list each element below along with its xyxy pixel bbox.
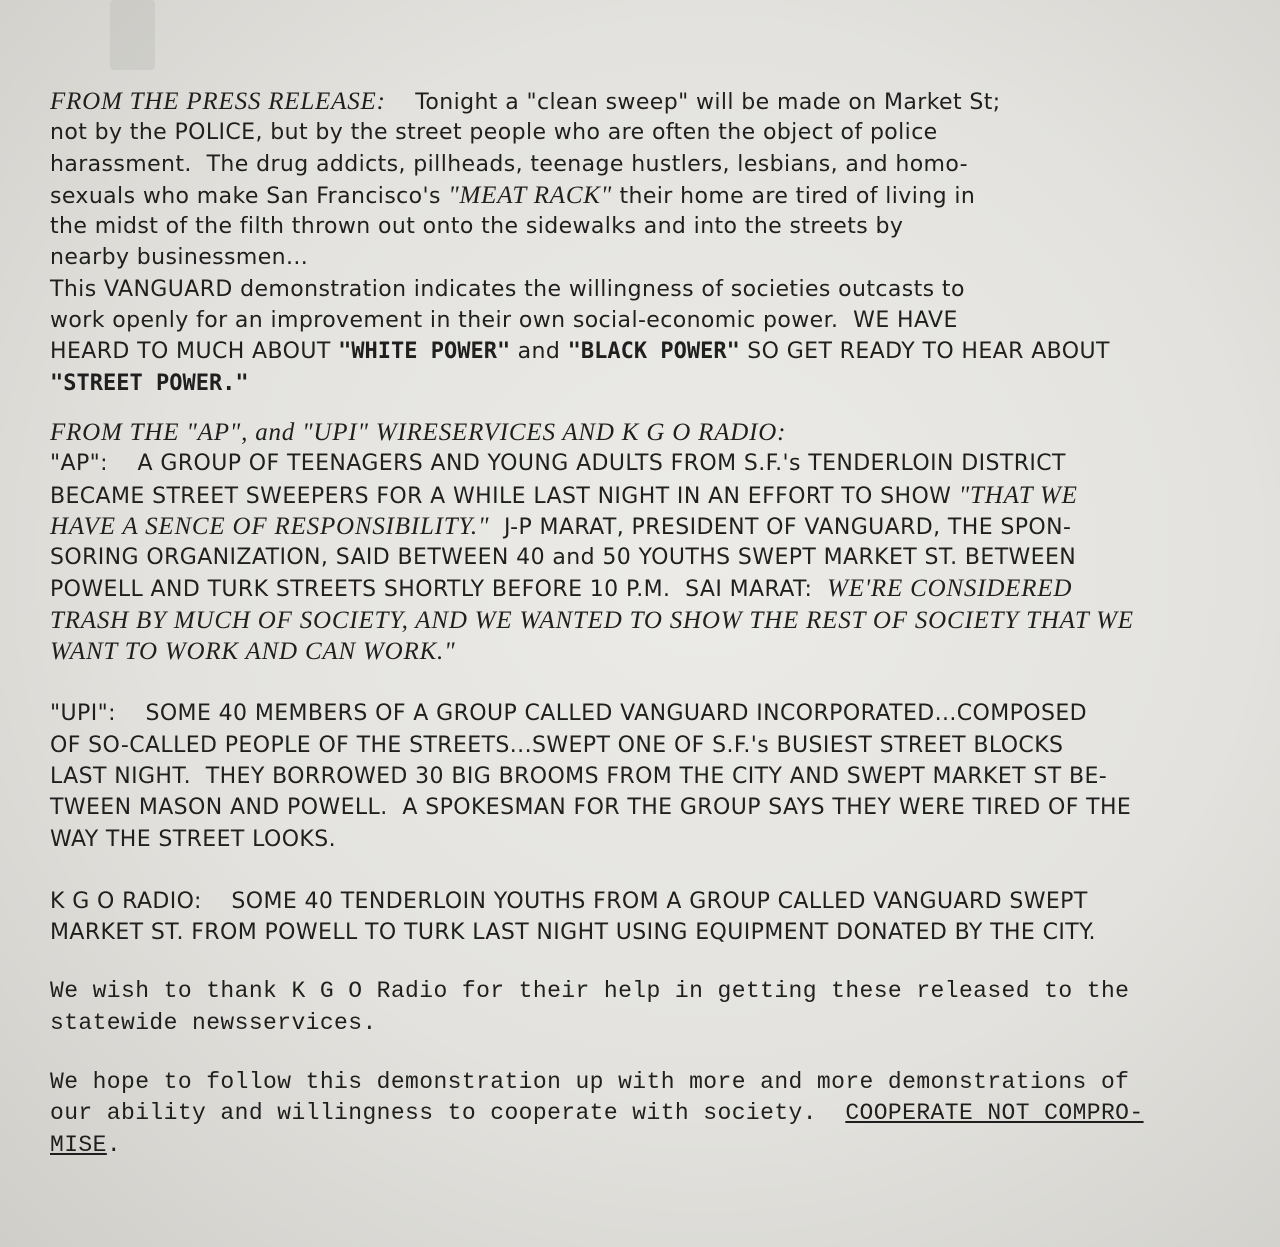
ap-line-1: "AP": A GROUP OF TEENAGERS AND YOUNG ADULTS FROM S.F.'s TENDERLOIN DISTRICT	[50, 451, 1066, 477]
ap-line-6: TRASH BY MUCH OF SOCIETY, AND WE WANTED TO SHOW THE REST OF SOCIETY THAT WE	[50, 606, 1134, 634]
thanks-line-2: statewide newsservices.	[50, 1009, 377, 1036]
upi-line-5: WAY THE STREET LOOKS.	[50, 826, 337, 852]
press-release-section	[50, 86, 1260, 399]
upi-line-1: "UPI": SOME 40 MEMBERS OF A GROUP CALLED VANGUARD INCORPORATED...COMPOSED	[50, 701, 1088, 727]
press-release-line-4: sexuals who make San Francisco's "MEAT RACK" their home are tired of living in	[50, 181, 976, 209]
press-release-line-10: "STREET POWER."	[50, 370, 249, 396]
slogan-underlined: COOPERATE NOT COMPRO-	[845, 1100, 1144, 1127]
wire-services-heading: FROM THE "AP", and "UPI" WIRESERVICES AND K G O RADIO:	[50, 418, 787, 446]
press-release-line-8: work openly for an improvement in their own social-economic power. WE HAVE	[50, 308, 958, 334]
spacer	[50, 399, 1260, 417]
press-release-line-3: harassment. The drug addicts, pillheads, teenage hustlers, lesbians, and homo-	[50, 151, 968, 177]
press-release-line-1: FROM THE PRESS RELEASE: Tonight a "clean sweep" will be made on Market St;	[50, 88, 1001, 115]
press-release-line-9: HEARD TO MUCH ABOUT "WHITE POWER" and "BLACK POWER" SO GET READY TO HEAR ABOUT	[50, 339, 1110, 365]
upi-line-2: OF SO-CALLED PEOPLE OF THE STREETS...SWEPT ONE OF S.F.'s BUSIEST STREET BLOCKS	[50, 732, 1064, 758]
ap-line-3: HAVE A SENCE OF RESPONSIBILITY." J-P MARAT, PRESIDENT OF VANGUARD, THE SPON-	[50, 512, 1072, 540]
thanks-line-1: We wish to thank K G O Radio for their help in getting these released to the	[50, 978, 1130, 1005]
press-release-line-5: the midst of the filth thrown out onto the sidewalks and into the streets by	[50, 214, 904, 240]
ap-line-4: SORING ORGANIZATION, SAID BETWEEN 40 and 50 YOUTHS SWEPT MARKET ST. BETWEEN	[50, 545, 1077, 571]
press-release-heading: FROM THE PRESS RELEASE:	[50, 88, 386, 115]
upi-line-4: TWEEN MASON AND POWELL. A SPOKESMAN FOR THE GROUP SAYS THEY WERE TIRED OF THE	[50, 795, 1132, 821]
closing-line-2: our ability and willingness to cooperate with society. COOPERATE NOT COMPRO-	[50, 1100, 1144, 1127]
upi-line-3: LAST NIGHT. THEY BORROWED 30 BIG BROOMS FROM THE CITY AND SWEPT MARKET ST BE-	[50, 763, 1108, 789]
closing-section	[50, 1067, 1260, 1161]
kgo-line-1: K G O RADIO: SOME 40 TENDERLOIN YOUTHS FROM A GROUP CALLED VANGUARD SWEPT	[50, 888, 1088, 914]
closing-line-3: MISE.	[50, 1131, 122, 1158]
bleed-through-mark	[110, 0, 155, 70]
spacer	[50, 855, 1260, 886]
spacer	[50, 1039, 1260, 1067]
ap-line-5: POWELL AND TURK STREETS SHORTLY BEFORE 10 P.M. SAI MARAT: WE'RE CONSIDERED	[50, 575, 1073, 603]
press-release-line-6: nearby businessmen...	[50, 245, 309, 271]
kgo-line-2: MARKET ST. FROM POWELL TO TURK LAST NIGHT USING EQUIPMENT DONATED BY THE CITY.	[50, 920, 1096, 946]
ap-line-2: BECAME STREET SWEEPERS FOR A WHILE LAST NIGHT IN AN EFFORT TO SHOW "THAT WE	[50, 481, 1078, 509]
closing-line-1: We hope to follow this demonstration up with more and more demonstrations of	[50, 1069, 1130, 1096]
spacer	[50, 667, 1260, 698]
press-release-line-2: not by the POLICE, but by the street people who are often the object of police	[50, 120, 938, 146]
document-body	[50, 86, 1260, 1161]
ap-line-7: WANT TO WORK AND CAN WORK."	[50, 638, 456, 666]
press-release-line-7: This VANGUARD demonstration indicates the willingness of societies outcasts to	[50, 276, 965, 302]
thanks-section	[50, 976, 1260, 1039]
spacer	[50, 948, 1260, 976]
wire-services-section	[50, 417, 1260, 948]
